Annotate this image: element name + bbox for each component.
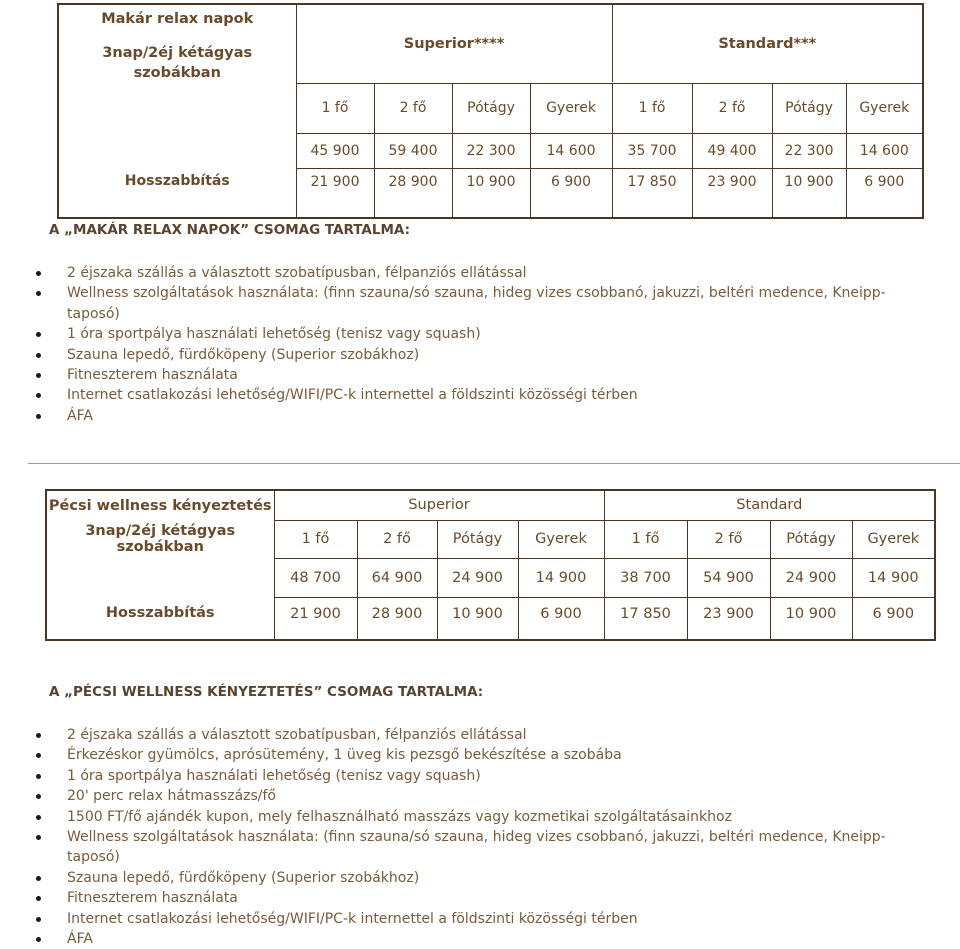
extension-price: 21 900 <box>274 597 357 640</box>
superior-header: Superior <box>274 490 604 520</box>
extension-price: 10 900 <box>452 168 530 218</box>
extension-price: 6 900 <box>518 597 604 640</box>
price-cell: 14 900 <box>518 558 604 597</box>
empty-cell <box>58 133 296 168</box>
list-item: 2 éjszaka szállás a választott szobatípusban, félpanziós ellátással <box>36 263 926 283</box>
extension-price: 23 900 <box>687 597 770 640</box>
pecs-price-table <box>45 489 936 641</box>
makar-price-table <box>57 3 924 219</box>
price-cell: 24 900 <box>437 558 518 597</box>
col-header: Pótágy <box>772 83 846 133</box>
package-title: Makár relax napok <box>101 11 254 27</box>
bullet-icon <box>36 876 41 881</box>
bullet-icon <box>36 937 41 942</box>
standard-header: Standard <box>736 497 803 514</box>
list-item: Érkezéskor gyümölcs, aprósütemény, 1 üveg kis pezsgő bekészítése a szobába <box>36 745 926 765</box>
list-item: 2 éjszaka szállás a választott szobatípusban, félpanziós ellátással <box>36 725 926 745</box>
bullet-icon <box>36 733 41 738</box>
extension-price: 6 900 <box>530 168 612 218</box>
standard-header: Standard*** <box>718 35 817 52</box>
package-title-cell <box>58 4 296 83</box>
extension-label-cell <box>46 558 274 640</box>
extension-label: Hosszabbítás <box>105 605 215 621</box>
list-item: 1 óra sportpálya használati lehetőség (tenisz vagy squash) <box>36 324 926 344</box>
col-header: 1 fő <box>296 83 374 133</box>
list-item: 1 óra sportpálya használati lehetőség (tenisz vagy squash) <box>36 766 926 786</box>
section-title: A „MAKÁR RELAX NAPOK” CSOMAG TARTALMA: <box>49 222 410 238</box>
extension-price: 17 850 <box>612 168 692 218</box>
price-cell: 64 900 <box>357 558 437 597</box>
bullet-icon <box>36 794 41 799</box>
col-header: Gyerek <box>530 83 612 133</box>
bullet-icon <box>36 815 41 820</box>
list-item: Wellness szolgáltatások használata: (finn szauna/só szauna, hideg vizes csobbanó, jakuzzi, beltéri medence, Kneipp- <box>36 283 926 303</box>
extension-price: 6 900 <box>864 173 905 190</box>
col-header: 2 fő <box>692 83 772 133</box>
bullet-icon <box>36 271 41 276</box>
price-cell: 24 900 <box>770 558 852 597</box>
package-subtitle: 3nap/2éj kétágyas szobákban <box>46 520 274 558</box>
extension-price: 28 900 <box>357 597 437 640</box>
price-cell: 22 300 <box>452 133 530 168</box>
list-item-continuation: taposó) <box>67 305 120 322</box>
col-header: Pótágy <box>452 83 530 133</box>
list-item: Fitneszterem használata <box>36 888 926 908</box>
package-contents-list <box>36 263 926 426</box>
section-title: A „PÉCSI WELLNESS KÉNYEZTETÉS” CSOMAG TARTALMA: <box>49 684 484 700</box>
bullet-icon <box>36 896 41 901</box>
price-cell: 14 900 <box>852 558 935 597</box>
price-cell: 45 900 <box>296 133 374 168</box>
col-header: 1 fő <box>612 83 692 133</box>
bullet-icon <box>36 414 41 419</box>
list-item: Wellness szolgáltatások használata: (finn szauna/só szauna, hideg vizes csobbanó, jakuzzi, beltéri medence, Kneipp- <box>36 827 926 847</box>
bullet-icon <box>36 353 41 358</box>
bullet-icon <box>36 373 41 378</box>
price-cell: 22 300 <box>772 133 846 168</box>
price-cell: 54 900 <box>687 558 770 597</box>
extension-price: 23 900 <box>692 168 772 218</box>
bullet-icon <box>36 753 41 758</box>
bullet-icon <box>36 291 41 296</box>
list-item: Szauna lepedő, fürdőköpeny (Superior szobákhoz) <box>36 868 926 888</box>
price-cell: 35 700 <box>612 133 692 168</box>
list-item: Fitneszterem használata <box>36 365 926 385</box>
col-header: 1 fő <box>604 520 687 558</box>
package-title: Pécsi wellness kényeztetés <box>46 490 274 520</box>
price-cell: 48 700 <box>274 558 357 597</box>
list-item: Szauna lepedő, fürdőköpeny (Superior szobákhoz) <box>36 345 926 365</box>
col-header: 2 fő <box>687 520 770 558</box>
list-item: 20' perc relax hátmasszázs/fő <box>36 786 926 806</box>
extension-price: 6 900 <box>872 605 915 622</box>
extension-price: 10 900 <box>772 168 846 218</box>
package-contents-list <box>36 725 926 949</box>
price-cell: 38 700 <box>604 558 687 597</box>
price-cell: 49 400 <box>692 133 772 168</box>
bullet-icon <box>36 332 41 337</box>
divider <box>28 463 960 464</box>
extension-price: 17 850 <box>604 597 687 640</box>
empty-cell <box>58 83 296 133</box>
col-header: Gyerek <box>846 83 923 133</box>
col-header: Gyerek <box>518 520 604 558</box>
price-cell: 59 400 <box>374 133 452 168</box>
list-item: ÁFA <box>36 406 926 426</box>
bullet-icon <box>36 917 41 922</box>
extension-price: 21 900 <box>296 168 374 218</box>
col-header: Pótágy <box>770 520 852 558</box>
bullet-icon <box>36 835 41 840</box>
col-header: 2 fő <box>357 520 437 558</box>
list-item: ÁFA <box>36 929 926 949</box>
bullet-icon <box>36 393 41 398</box>
list-item: 1500 FT/fő ajándék kupon, mely felhasználható masszázs vagy kozmetikai szolgáltatásainkhoz <box>36 807 926 827</box>
superior-header: Superior**** <box>296 4 612 82</box>
extension-price: 10 900 <box>437 597 518 640</box>
price-cell: 14 600 <box>530 133 612 168</box>
price-cell: 14 600 <box>846 133 923 168</box>
col-header: Pótágy <box>437 520 518 558</box>
package-subtitle: 3nap/2éj kétágyas szobákban <box>102 45 253 81</box>
col-header: Gyerek <box>852 520 935 558</box>
extension-price: 28 900 <box>374 168 452 218</box>
bullet-icon <box>36 774 41 779</box>
col-header: 2 fő <box>374 83 452 133</box>
extension-price: 10 900 <box>770 597 852 640</box>
list-item: Internet csatlakozási lehetőség/WIFI/PC-k internettel a földszinti közösségi térben <box>36 909 926 929</box>
extension-label: Hosszabbítás <box>58 168 296 218</box>
list-item-continuation: taposó) <box>67 849 120 866</box>
list-item: Internet csatlakozási lehetőség/WIFI/PC-k internettel a földszinti közösségi térben <box>36 385 926 405</box>
col-header: 1 fő <box>274 520 357 558</box>
